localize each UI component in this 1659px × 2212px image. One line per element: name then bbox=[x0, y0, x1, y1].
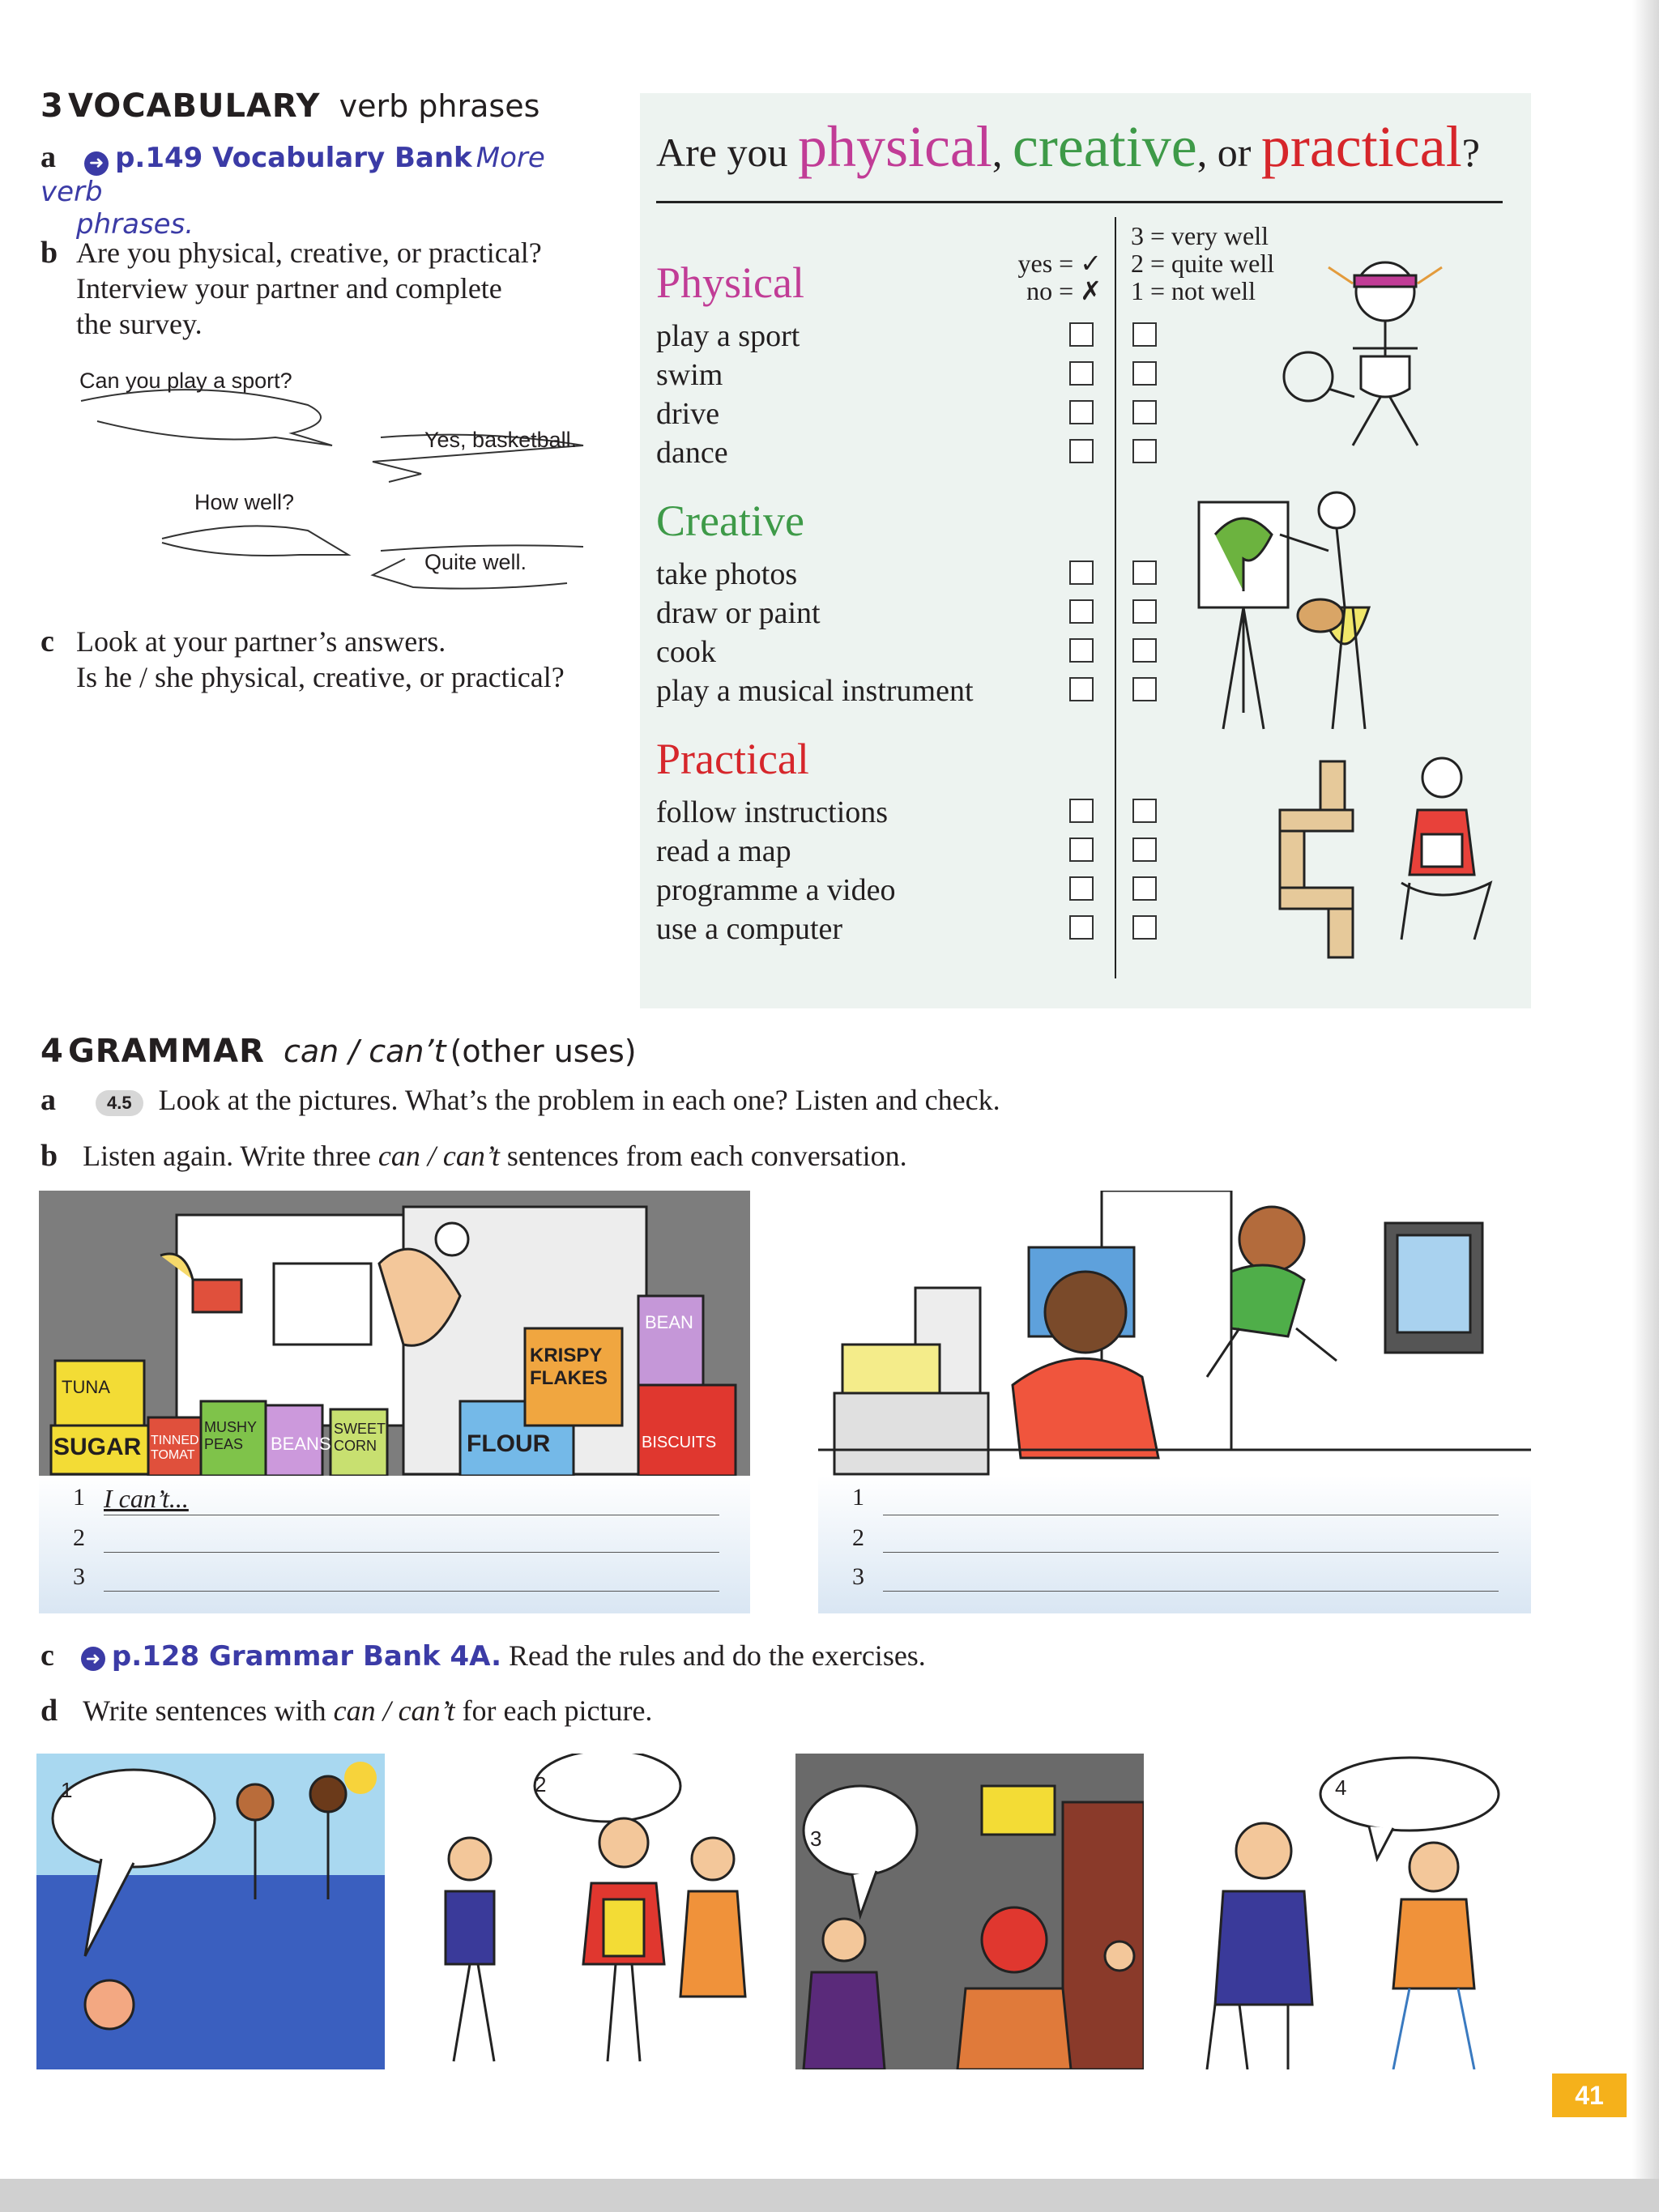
line-number: 3 bbox=[73, 1563, 85, 1590]
example-answer: I can’t... bbox=[104, 1484, 189, 1513]
line-number: 1 bbox=[852, 1484, 864, 1511]
drowning-swimmer-picture bbox=[36, 1754, 385, 2069]
exercise-4c bbox=[41, 1638, 926, 1674]
yes-no-checkbox[interactable] bbox=[1069, 876, 1094, 901]
yes-no-checkbox[interactable] bbox=[1069, 361, 1094, 386]
activity-label: cook bbox=[656, 635, 716, 669]
exercise-letter: c bbox=[41, 624, 54, 658]
rating-checkbox[interactable] bbox=[1132, 677, 1157, 701]
exercise-letter: b bbox=[41, 1139, 58, 1173]
page-number: 41 bbox=[1552, 2073, 1627, 2117]
activity-label: play a sport bbox=[656, 319, 800, 353]
arrow-right-icon: ➜ bbox=[81, 1647, 105, 1671]
section-title: VOCABULARY bbox=[67, 87, 321, 125]
tennis-player-illustration bbox=[1264, 235, 1474, 478]
rating-checkbox[interactable] bbox=[1132, 560, 1157, 585]
bubble-question-2: How well? bbox=[194, 490, 295, 514]
yes-no-checkbox[interactable] bbox=[1069, 837, 1094, 862]
exercise-4d: d Write sentences with can / can’t for each picture. bbox=[41, 1694, 653, 1728]
yes-no-checkbox[interactable] bbox=[1069, 677, 1094, 701]
instruction-line: Interview your partner and complete bbox=[76, 272, 502, 305]
line-number: 3 bbox=[852, 1563, 864, 1590]
rating-checkbox[interactable] bbox=[1132, 876, 1157, 901]
rating-checkbox[interactable] bbox=[1132, 400, 1157, 424]
answer-line[interactable] bbox=[104, 1552, 719, 1553]
instruction-line: Is he / she physical, creative, or practical? bbox=[76, 661, 565, 693]
instruction-text: Look at the pictures. What’s the problem in each one? Listen and check. bbox=[158, 1084, 1000, 1116]
can-label-tuna: TUNA bbox=[62, 1377, 110, 1397]
yes-no-checkbox[interactable] bbox=[1069, 599, 1094, 624]
tourist-photo-picture bbox=[421, 1754, 778, 2069]
can-label-mushy-peas: MUSHY PEAS bbox=[204, 1419, 257, 1452]
exercise-3c bbox=[41, 624, 640, 695]
activity-label: read a map bbox=[656, 834, 791, 868]
title-rule bbox=[656, 201, 1503, 203]
yes-no-checkbox[interactable] bbox=[1069, 560, 1094, 585]
theatre-picture bbox=[795, 1754, 1144, 2069]
category-creative: Creative bbox=[656, 497, 804, 545]
can-label-tinned-tomato: TINNED TOMAT bbox=[151, 1434, 199, 1462]
exercise-letter: a bbox=[41, 140, 56, 174]
rating-checkbox[interactable] bbox=[1132, 439, 1157, 463]
picture-number: 2 bbox=[535, 1772, 547, 1796]
section-subtitle: verb phrases bbox=[339, 88, 540, 124]
exercise-letter: c bbox=[41, 1639, 54, 1673]
yes-no-checkbox[interactable] bbox=[1069, 439, 1094, 463]
line-number: 2 bbox=[852, 1524, 864, 1551]
exercise-4b: b Listen again. Write three can / can’t sentences from each conversation. bbox=[41, 1139, 907, 1173]
vocabulary-heading bbox=[41, 87, 539, 125]
survey-title: Are you physical, creative, or practical? bbox=[656, 114, 1480, 179]
vocabulary-bank-link-cont: phrases. bbox=[76, 207, 194, 241]
picture-number: 1 bbox=[61, 1778, 73, 1802]
instruction-line: the survey. bbox=[76, 308, 203, 340]
rating-checkbox[interactable] bbox=[1132, 799, 1157, 823]
section-number: 4 bbox=[41, 1033, 64, 1070]
box-label-krispy-flakes: KRISPY FLAKES bbox=[530, 1345, 608, 1389]
page-edge-shadow bbox=[1632, 0, 1659, 2212]
yes-no-checkbox[interactable] bbox=[1069, 638, 1094, 663]
exercise-letter: d bbox=[41, 1694, 58, 1728]
rating-checkbox[interactable] bbox=[1132, 837, 1157, 862]
tin-label-biscuits: BISCUITS bbox=[642, 1434, 717, 1451]
activity-label: programme a video bbox=[656, 873, 896, 907]
line-number: 2 bbox=[73, 1524, 85, 1551]
exercise-letter: a bbox=[41, 1083, 56, 1117]
bubble-answer-2: Quite well. bbox=[424, 550, 527, 574]
yes-no-checkbox[interactable] bbox=[1069, 400, 1094, 424]
vocabulary-bank-link[interactable]: ➜ p.149 Vocabulary Bank More verb bbox=[41, 142, 545, 208]
activity-label: dance bbox=[656, 436, 728, 470]
line-number: 1 bbox=[73, 1484, 85, 1511]
flatpack-furniture-illustration bbox=[1231, 745, 1499, 980]
activity-label: draw or paint bbox=[656, 596, 821, 630]
answer-line[interactable] bbox=[883, 1552, 1499, 1553]
category-physical: Physical bbox=[656, 258, 804, 307]
bubble-question-1: Can you play a sport? bbox=[79, 369, 292, 393]
painter-illustration bbox=[1183, 486, 1393, 737]
picture-number: 4 bbox=[1335, 1775, 1347, 1800]
column-divider bbox=[1115, 217, 1116, 978]
rating-checkbox[interactable] bbox=[1132, 599, 1157, 624]
can-label-sugar: SUGAR bbox=[53, 1434, 142, 1460]
audio-track-badge[interactable]: 4.5 bbox=[96, 1090, 143, 1116]
exercise-3a bbox=[41, 139, 608, 241]
yes-no-legend: yes = ✓ no = ✗ bbox=[1017, 249, 1102, 305]
exercise-4a bbox=[41, 1082, 1000, 1118]
activity-label: take photos bbox=[656, 557, 798, 591]
can-label-bean: BEAN bbox=[645, 1312, 693, 1332]
grammar-bank-link[interactable]: ➜ p.128 Grammar Bank 4A. bbox=[81, 1639, 509, 1672]
yes-no-checkbox[interactable] bbox=[1069, 799, 1094, 823]
can-label-beans: BEANS bbox=[271, 1434, 331, 1454]
activity-label: play a musical instrument bbox=[656, 674, 974, 708]
instruction-line: Are you physical, creative, or practical? bbox=[76, 237, 542, 269]
arrow-right-icon: ➜ bbox=[84, 151, 109, 176]
picture-number: 3 bbox=[810, 1826, 822, 1851]
writing-area-1 bbox=[39, 1476, 750, 1613]
exercise-3b bbox=[41, 235, 624, 342]
bottom-edge-shadow bbox=[0, 2179, 1659, 2212]
can-label-sweet-corn: SWEET CORN bbox=[334, 1421, 386, 1454]
grammar-heading bbox=[41, 1033, 637, 1070]
rating-checkbox[interactable] bbox=[1132, 361, 1157, 386]
bubble-answer-1: Yes, basketball. bbox=[424, 428, 578, 452]
activity-label: swim bbox=[656, 358, 723, 392]
exercise-letter: b bbox=[41, 236, 58, 270]
office-scene-picture bbox=[818, 1191, 1531, 1476]
instruction-text: Read the rules and do the exercises. bbox=[509, 1639, 926, 1672]
section-subtitle-italic: can / can’t bbox=[284, 1034, 446, 1069]
section-number: 3 bbox=[41, 87, 64, 125]
answer-line[interactable] bbox=[883, 1591, 1499, 1592]
packet-label-flour: FLOUR bbox=[467, 1430, 551, 1457]
category-practical: Practical bbox=[656, 735, 809, 783]
writing-area-2 bbox=[818, 1476, 1531, 1613]
rating-checkbox[interactable] bbox=[1132, 915, 1157, 940]
activity-label: use a computer bbox=[656, 912, 843, 946]
activity-label: follow instructions bbox=[656, 795, 889, 829]
instruction-line: Look at your partner’s answers. bbox=[76, 625, 446, 658]
yes-no-checkbox[interactable] bbox=[1069, 915, 1094, 940]
activity-label: drive bbox=[656, 397, 720, 431]
yes-no-checkbox[interactable] bbox=[1069, 322, 1094, 347]
rating-checkbox[interactable] bbox=[1132, 322, 1157, 347]
section-subtitle: (other uses) bbox=[450, 1034, 637, 1069]
rating-checkbox[interactable] bbox=[1132, 638, 1157, 663]
answer-line[interactable] bbox=[104, 1591, 719, 1592]
section-title: GRAMMAR bbox=[67, 1033, 265, 1070]
late-meeting-picture bbox=[1175, 1754, 1515, 2069]
rating-legend: 3 = very well 2 = quite well 1 = not well bbox=[1131, 221, 1275, 305]
